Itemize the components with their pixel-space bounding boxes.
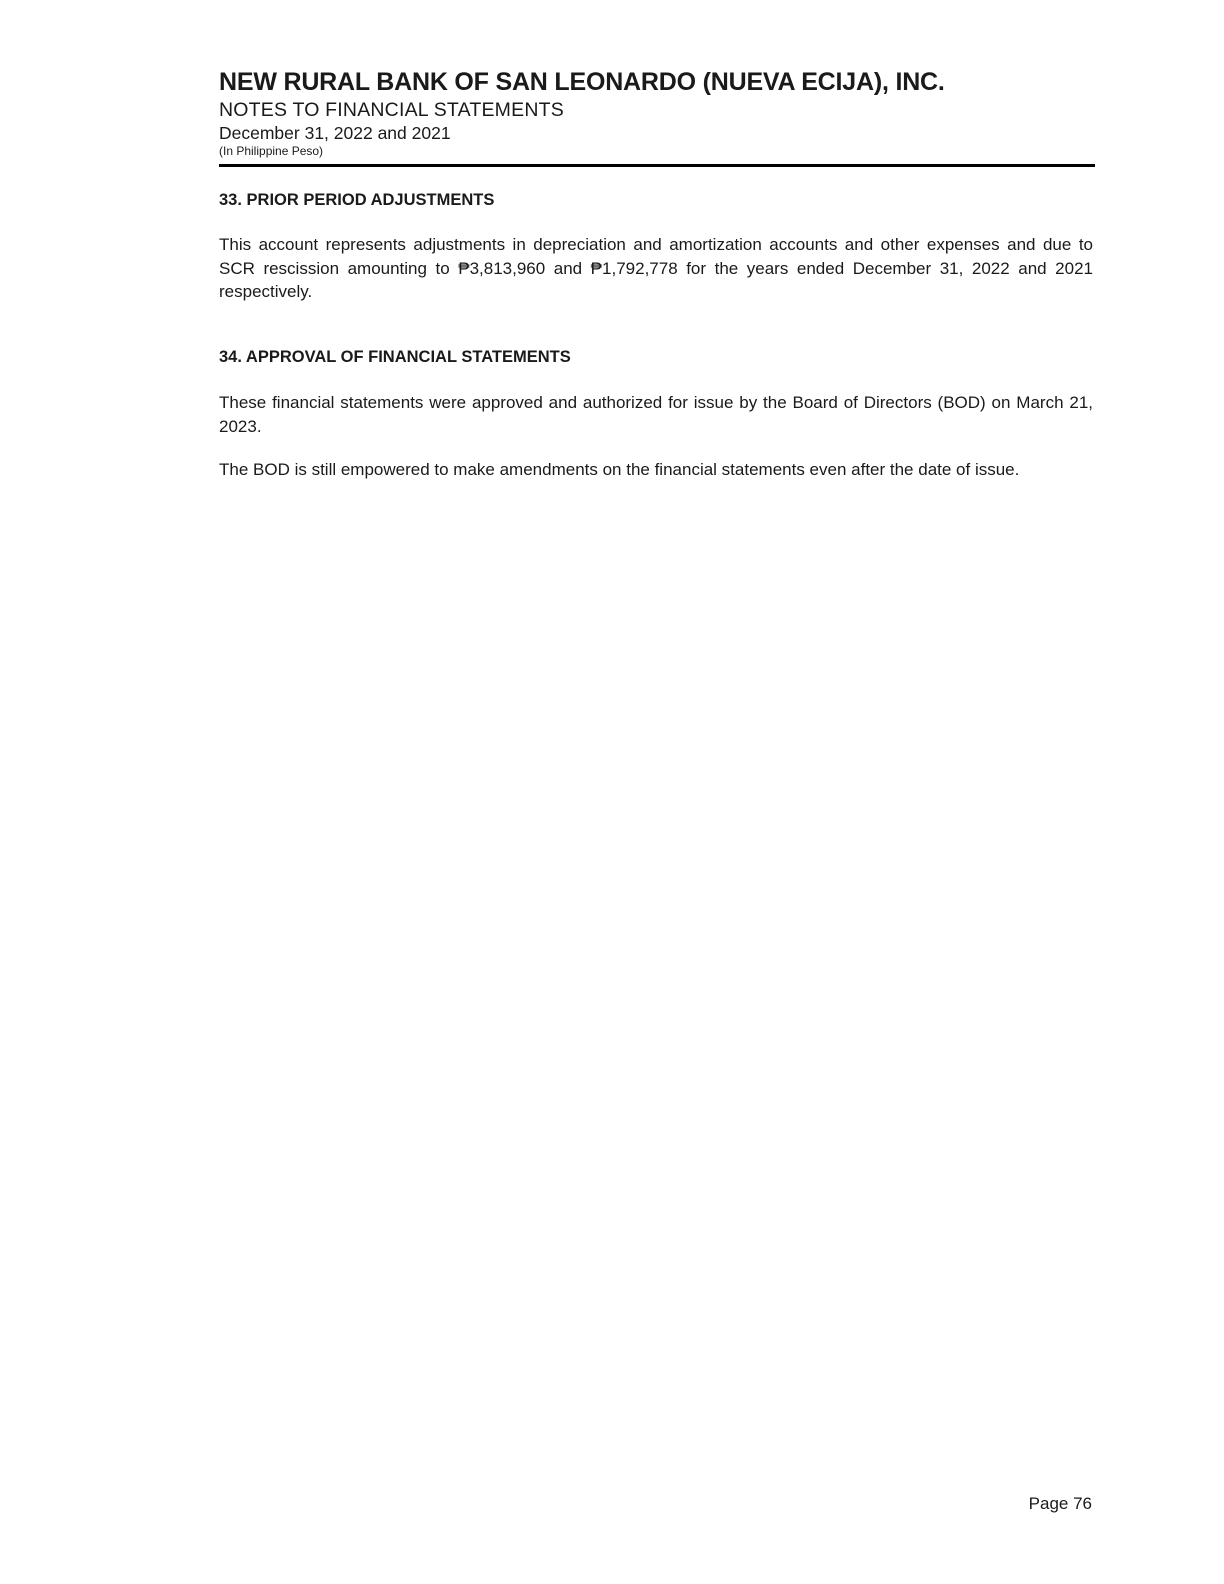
header-divider [219,164,1095,167]
page-number: Page 76 [1028,1494,1092,1513]
reporting-period: December 31, 2022 and 2021 [219,123,451,143]
section-paragraph: These financial statements were approved and authorized for issue by the Board of Directors (BOD) on March 21, 2023. [219,393,1093,436]
currency-note: (In Philippine Peso) [219,144,324,158]
company-name: NEW RURAL BANK OF SAN LEONARDO (NUEVA ECIJA), INC. [219,68,945,96]
section-paragraph: This account represents adjustments in depreciation and amortization accounts and other expenses and due to SCR rescission amounting to ₱3,813,960 and ₱1,792,778 for the years ended December 31, 2022 and 2021 respectively. [219,235,1093,301]
section-title: 33. PRIOR PERIOD ADJUSTMENTS [219,191,495,209]
section-prior-period-adjustments [219,189,1093,304]
section-paragraph: The BOD is still empowered to make amendments on the financial statements even after the date of issue. [219,460,1020,479]
page-header [219,66,1095,159]
section-title: 34. APPROVAL OF FINANCIAL STATEMENTS [219,348,571,366]
document-subtitle: NOTES TO FINANCIAL STATEMENTS [219,99,564,121]
section-approval-of-financial-statements [219,346,1093,482]
